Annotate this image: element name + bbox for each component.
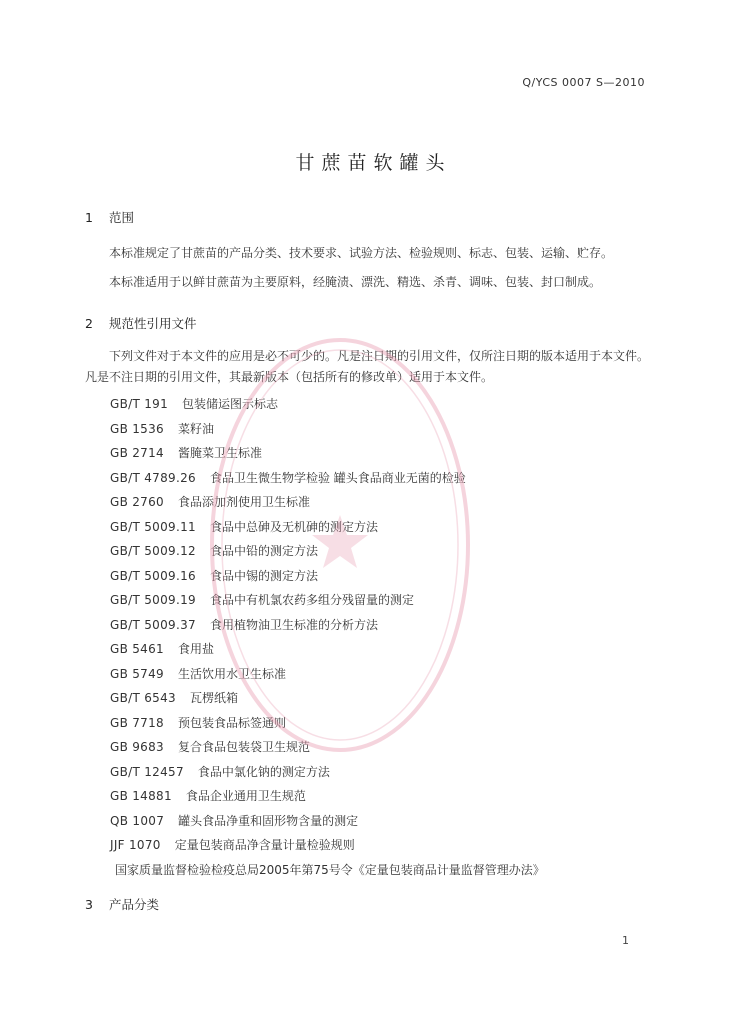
reference-item <box>110 392 545 417</box>
scope-paragraph-1: 本标准规定了甘蔗苗的产品分类、技术要求、试验方法、检验规则、标志、包装、运输、贮存。 <box>109 246 614 260</box>
reference-title: 食品企业通用卫生规范 <box>185 789 306 803</box>
page-number: 1 <box>622 934 629 947</box>
section-1-heading <box>85 208 134 226</box>
reference-title: 食品中锡的测定方法 <box>209 568 318 583</box>
reference-item <box>110 711 545 736</box>
reference-code: GB/T 5009.37 <box>110 617 196 632</box>
reference-item <box>110 833 545 858</box>
reference-title: 酱腌菜卫生标准 <box>178 446 263 460</box>
reference-title: 食品中铅的测定方法 <box>209 544 318 558</box>
section-2-heading <box>85 314 197 332</box>
reference-title: 食品中有机氯农药多组分残留量的测定 <box>209 593 414 607</box>
reference-code: GB/T 191 <box>110 397 169 411</box>
section-3-heading <box>85 895 159 913</box>
reference-code: GB/T 5009.12 <box>110 544 196 558</box>
reference-title: 包装储运图示标志 <box>182 397 279 411</box>
reference-item <box>110 441 545 466</box>
section-2-title: 规范性引用文件 <box>108 316 197 331</box>
section-3-title: 产品分类 <box>108 897 159 912</box>
reference-code: GB 5461 <box>110 642 164 656</box>
normative-intro: 下列文件对于本文件的应用是必不可少的。凡是注日期的引用文件，仅所注日期的版本适用于本文件。凡是不注日期的引用文件，其最新版本（包括所有的修改单）适用于本文件。 <box>85 349 650 384</box>
reference-code: GB/T 12457 <box>110 764 184 779</box>
reference-item <box>110 662 545 687</box>
reference-code: GB 14881 <box>110 789 172 803</box>
reference-item <box>115 858 545 883</box>
reference-title: 预包装食品标签通则 <box>178 715 287 730</box>
section-2-number: 2 <box>85 316 93 331</box>
reference-title: 食用植物油卫生标准的分析方法 <box>209 617 378 632</box>
reference-title: 食品添加剂使用卫生标准 <box>178 495 311 509</box>
reference-code: GB/T 4789.26 <box>110 470 196 485</box>
reference-title: 瓦楞纸箱 <box>189 691 238 705</box>
standard-code: Q/YCS 0007 S—2010 <box>522 76 645 89</box>
reference-code: GB 2760 <box>110 495 164 509</box>
reference-title: 菜籽油 <box>178 421 215 436</box>
reference-title: 定量包装商品净含量计量检验规则 <box>174 838 355 852</box>
section-3-number: 3 <box>85 897 93 912</box>
reference-code: GB 2714 <box>110 446 164 460</box>
reference-title: 生活饮用水卫生标准 <box>178 666 287 681</box>
reference-item <box>110 539 545 564</box>
reference-item <box>110 809 545 834</box>
reference-code: QB 1007 <box>110 813 165 828</box>
reference-code: GB/T 6543 <box>110 691 176 705</box>
reference-title: 食品中氯化钠的测定方法 <box>197 764 330 779</box>
reference-list <box>110 392 545 882</box>
reference-code: GB 7718 <box>110 715 164 730</box>
reference-code: GB/T 5009.11 <box>110 519 196 534</box>
reference-item <box>110 735 545 760</box>
reference-item <box>110 466 545 491</box>
reference-item <box>110 417 545 442</box>
reference-item <box>110 564 545 589</box>
section-1-number: 1 <box>85 210 93 225</box>
section-1-title: 范围 <box>108 210 134 225</box>
reference-code: GB/T 5009.16 <box>110 568 196 583</box>
reference-code: GB/T 5009.19 <box>110 593 196 607</box>
reference-code: GB 1536 <box>110 421 164 436</box>
reference-code: JJF 1070 <box>110 838 161 852</box>
reference-item <box>110 637 545 662</box>
reference-code: GB 9683 <box>110 740 164 754</box>
reference-item <box>110 760 545 785</box>
reference-item <box>110 686 545 711</box>
reference-item <box>110 515 545 540</box>
reference-title: 食品中总砷及无机砷的测定方法 <box>209 519 378 534</box>
scope-paragraph-2: 本标准适用于以鲜甘蔗苗为主要原料，经腌渍、漂洗、精选、杀青、调味、包装、封口制成。 <box>109 275 602 289</box>
reference-item <box>110 784 545 809</box>
reference-item <box>110 490 545 515</box>
document-title: 甘蔗苗软罐头 <box>295 152 452 174</box>
reference-title: 国家质量监督检验检疫总局2005年第75号令《定量包装商品计量监督管理办法》 <box>115 862 545 877</box>
reference-title: 食用盐 <box>178 642 215 656</box>
reference-title: 复合食品包装袋卫生规范 <box>178 740 311 754</box>
reference-title: 食品卫生微生物学检验 罐头食品商业无菌的检验 <box>209 470 466 485</box>
reference-code: GB 5749 <box>110 666 164 681</box>
reference-title: 罐头食品净重和固形物含量的测定 <box>178 813 359 828</box>
reference-item <box>110 613 545 638</box>
reference-item <box>110 588 545 613</box>
